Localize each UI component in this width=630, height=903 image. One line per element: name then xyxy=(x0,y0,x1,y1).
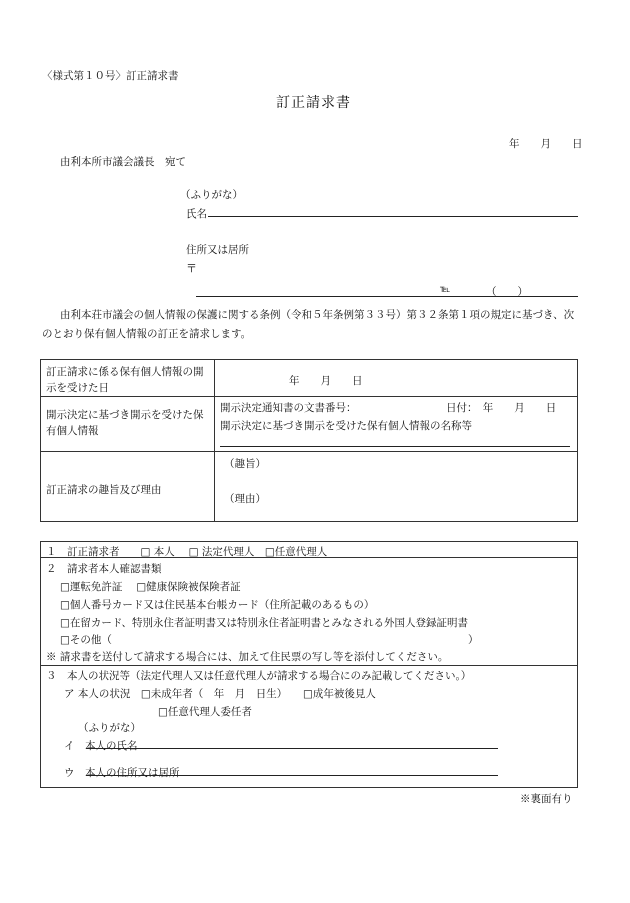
principal-status-options[interactable]: ア 本人の状況 □未成年者（ 年 月 日生） □成年被後見人 xyxy=(64,688,376,700)
addressee: 由利本所市議会議長 宛て xyxy=(60,156,186,168)
name-label: 氏名 xyxy=(186,208,207,220)
tel-paren: （ ） xyxy=(486,286,528,298)
principal-name-label: イ 本人の氏名 xyxy=(64,740,138,752)
principal-status-title: ３ 本人の状況等（法定代理人又は任意代理人が請求する場合にのみ記載してください。） xyxy=(46,670,472,682)
principal-name-line[interactable] xyxy=(86,748,498,749)
disclosed-info-name-label: 開示決定に基づき開示を受けた保有個人情報の名称等 xyxy=(220,420,472,432)
name-input-line[interactable] xyxy=(208,216,578,217)
principal-address-line[interactable] xyxy=(86,775,498,776)
reason-label: （理由） xyxy=(224,493,266,505)
purpose-reason-label: 訂正請求の趣旨及び理由 xyxy=(46,484,162,496)
id-option-license-insurance[interactable]: □運転免許証 □健康保険被保険者証 xyxy=(60,581,241,593)
table1-row-sep-2 xyxy=(40,451,578,452)
furigana-label: （ふりがな） xyxy=(180,189,243,201)
table2-row-sep-2 xyxy=(40,665,578,666)
principal-address-label: ウ 本人の住所又は居所 xyxy=(64,767,180,779)
id-option-residence-card[interactable]: □在留カード、特別永住者証明書又は特別永住者証明書とみなされる外国人登録証明書 xyxy=(60,617,468,629)
page-title: 訂正請求書 xyxy=(276,95,351,111)
purpose-label: （趣旨） xyxy=(224,458,266,470)
address-input-line[interactable] xyxy=(196,296,578,297)
disclosure-date-label: 訂正請求に係る保有個人情報の開示を受けた日 xyxy=(46,366,204,394)
intro-paragraph: 由利本荘市議会の個人情報の保護に関する条例（令和５年条例第３３号）第３２条第１項の規定に基づき、次のとおり保有個人情報の訂正を請求します。 xyxy=(42,309,575,340)
id-option-other-close: ） xyxy=(468,634,479,646)
reverse-side-note: ※裏面有り xyxy=(520,793,573,805)
id-option-other[interactable]: □その他（ xyxy=(60,634,112,646)
notice-date-field[interactable]: 日付： 年 月 日 xyxy=(446,402,557,414)
principal-furigana-label: （ふりがな） xyxy=(78,722,141,734)
disclosed-info-name-line[interactable] xyxy=(220,446,570,447)
address-label: 住所又は居所 xyxy=(186,244,249,256)
form-number: 〈様式第１０号〉訂正請求書 xyxy=(42,70,179,82)
postal-mark: 〒 xyxy=(186,262,197,275)
notice-doc-number-label: 開示決定通知書の文書番号： xyxy=(220,402,357,414)
principal-status-delegator[interactable]: □任意代理人委任者 xyxy=(158,706,252,718)
date-field[interactable]: 年 月 日 xyxy=(509,138,583,150)
id-documents-note: ※ 請求書を送付して請求する場合には、加えて住民票の写し等を添付してください。 xyxy=(46,651,449,663)
id-documents-title: ２ 請求者本人確認書類 xyxy=(46,563,162,575)
table1-row-sep-1 xyxy=(40,396,578,397)
disclosure-date-field[interactable]: 年 月 日 xyxy=(289,375,363,387)
requester-type-row[interactable]: １ 訂正請求者 □ 本人 □ 法定代理人 □任意代理人 xyxy=(46,546,328,558)
table1-divider xyxy=(214,359,215,522)
id-option-mynumber-card[interactable]: □個人番号カード又は住民基本台帳カード（住所記載のあるもの） xyxy=(60,599,375,611)
disclosed-info-label: 開示決定に基づき開示を受けた保有個人情報 xyxy=(46,409,204,437)
tel-label: ℡ xyxy=(440,284,451,295)
